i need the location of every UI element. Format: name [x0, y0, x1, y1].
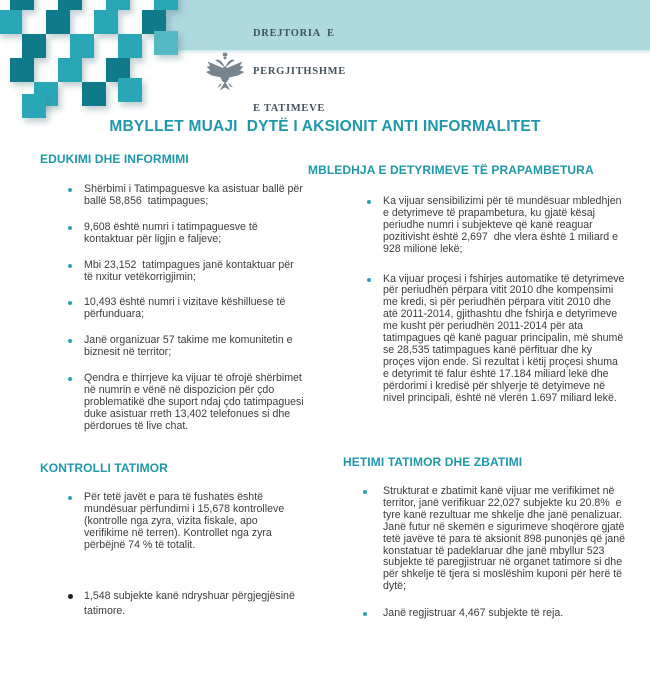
bullet-list	[40, 183, 307, 433]
mosaic-tile	[10, 0, 34, 10]
bullet-dot-icon	[363, 612, 367, 616]
bullet-text: 1,548 subjekte kanë ndryshuar përgjegjësinë tatimore.	[84, 589, 298, 617]
bullet-text: Shërbimi i Tatimpaguesve ka asistuar ballë për ballë 58,856 tatimpagues;	[84, 183, 306, 207]
mosaic-tile	[0, 10, 22, 34]
bullet-item	[308, 196, 626, 256]
header-banner	[160, 0, 650, 114]
bullet-dot-icon	[367, 278, 371, 282]
bullet-text: Për tetë javët e para të fushatës është mundësuar përfundimi i 15,678 kontrolleve (kontrolle nga zyra, vizita fiskale, apo verifikime në terren). Kontrollet nga zyra përbëjnë 74 % të totalit.	[84, 491, 288, 551]
bullet-item	[40, 184, 304, 208]
mosaic-tile	[154, 31, 178, 55]
mosaic-tile	[58, 58, 82, 82]
bullet-text: Strukturat e zbatimit kanë vijuar me verifikimet në territor, janë verifikuar 22,027 subjekte ku 20.8% e tyre kanë rezultuar me shkelje dhe janë penalizuar. Janë futur në skemën e sigurimeve shoqërore gjatë tetë javëve të para të aksionit 898 punonjës që janë konstatuar të padeklaruar dhe janë mbyllur 523 subjekte të paregjistruar në organet tatimore si dhe për shkelje të tjera si moslëshim kuponi për herë të dytë;	[383, 485, 629, 593]
mosaic-tile	[70, 34, 94, 58]
bullet-item	[40, 297, 304, 321]
bullet-text: Janë regjistruar 4,467 subjekte të reja.	[383, 607, 564, 620]
bullet-dot-icon	[367, 200, 371, 204]
mosaic-tile	[118, 34, 142, 58]
bullet-list	[40, 492, 304, 619]
page-title: MBYLLET MUAJI DYTË I AKSIONIT ANTI INFORMALITET	[109, 118, 541, 135]
bullet-text: Ka vijuar proçesi i fshirjes automatike të detyrimeve për periudhën përpara vitit 2010 dhe kompensimi me kredi, si për periudhën përpara vitit 2010 dhe atë 2011-2014, gjithashtu dhe fshirja e detyrimeve me kusht për periudhën 2011-2014 për ata tatimpagues që kanë paguar principalin, më shumë se 28,535 tatimpagues kanë përfituar dhe ky proçes vijon ende. Si rezultat i këtij proçesi shuma e detyrimit të falur është 17.184 miliard lekë dhe përdorimi i kredisë për shlyerje të detyimeve në nivel principali, është në vlerën 1.697 miliard lekë.	[383, 272, 628, 404]
bullet-text: Mbi 23,152 tatimpagues janë kontaktuar për të nxitur vetëkorrigjimin;	[84, 258, 297, 283]
bullet-list	[343, 486, 627, 620]
bullet-dot-icon	[68, 188, 72, 192]
bullet-dot-icon	[68, 594, 73, 599]
bullet-dot-icon	[68, 496, 72, 500]
section-hetimi	[343, 455, 627, 634]
section-heading-kontrolli: KONTROLLI TATIMOR	[40, 461, 168, 475]
bullet-text: 9,608 është numri i tatimpaguesve të kontaktuar për ligjin e faljeve;	[84, 220, 261, 245]
mosaic-tile	[82, 82, 106, 106]
bullet-dot-icon	[68, 264, 72, 268]
mosaic-tile	[22, 34, 46, 58]
bullet-item	[308, 274, 626, 405]
bullet-item	[343, 486, 627, 593]
bullet-dot-icon	[68, 339, 72, 343]
bullet-item	[343, 608, 627, 620]
bullet-list	[308, 196, 626, 405]
section-kontrolli	[40, 461, 304, 633]
section-heading-mbledhja: MBLEDHJA E DETYRIMEVE TË PRAPAMBETURA	[308, 163, 594, 177]
mosaic-tile	[106, 0, 130, 10]
mosaic-tile	[94, 10, 118, 34]
bullet-dot-icon	[68, 377, 72, 381]
section-edukimi	[40, 152, 307, 447]
org-name-line: E TATIMEVE	[253, 103, 326, 114]
section-heading-edukimi: EDUKIMI DHE INFORMIMI	[40, 152, 189, 166]
mosaic-tile	[118, 78, 142, 102]
mosaic-tile	[154, 0, 178, 10]
bullet-dot-icon	[363, 490, 367, 494]
mosaic-tile	[46, 10, 70, 34]
double-eagle-emblem-icon	[204, 51, 246, 93]
bullet-text: Ka vijuar sensibilizimi për të mundësuar mbledhjen e detyrimeve të prapambetura, ku gjatë kësaj periudhe numri i subjekteve që kanë reaguar pozitivisht është 2,697 dhe vlera është 1 miliard e 928 milionë lekë;	[383, 195, 625, 255]
section-mbledhja	[308, 163, 626, 423]
bullet-text: 10,493 është numri i vizitave këshilluese të përfunduara;	[84, 296, 289, 321]
bullet-item	[40, 589, 304, 619]
bullet-item	[40, 260, 304, 284]
bullet-item	[40, 335, 304, 359]
section-heading-hetimi: HETIMI TATIMOR DHE ZBATIMI	[343, 455, 523, 469]
bullet-dot-icon	[68, 226, 72, 230]
bullet-item	[40, 222, 304, 246]
bullet-text: Qendra e thirrjeve ka vijuar të ofrojë shërbimet në numrin e vënë në dispozicion për çdo problematikë dhe suport ndaj çdo tatimpaguesi duke asistuar rreth 13,402 telefonues si dhe përdorues të live chat.	[84, 372, 307, 432]
bullet-text: Janë organizuar 57 takime me komunitetin e biznesit në territor;	[84, 334, 296, 359]
mosaic-tile	[10, 58, 34, 82]
bullet-dot-icon	[68, 301, 72, 305]
mosaic-tile	[58, 0, 82, 10]
org-name-line: PERGJITHSHME	[253, 65, 346, 77]
org-name-line: DREJTORIA E	[253, 28, 335, 39]
mosaic-tile	[22, 94, 46, 118]
bullet-item	[40, 492, 304, 552]
bullet-item	[40, 372, 307, 433]
